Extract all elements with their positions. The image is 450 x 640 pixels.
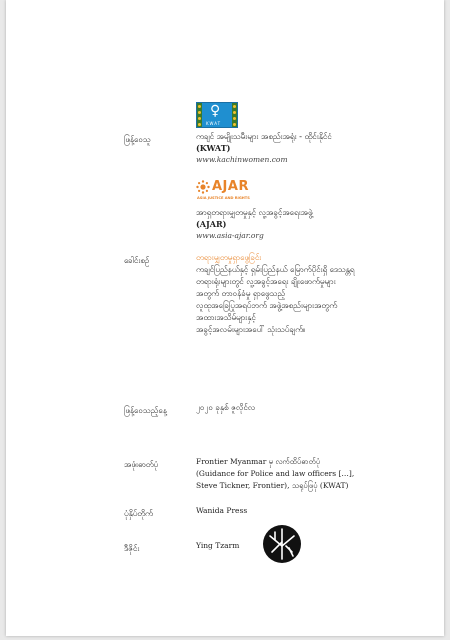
ajar-block — [196, 207, 436, 241]
page — [6, 0, 444, 636]
design-value: Ying Tzarm — [196, 541, 240, 550]
ajar-logo-word: AJAR — [212, 179, 249, 194]
design-block — [196, 540, 436, 552]
cover-line: Frontier Myanmar မှ လက်ထိပ်ဓာတ်ပုံ — [196, 457, 321, 466]
cover-line: (Guidance for Police and law officers […], — [196, 469, 355, 478]
title-line: အထားအသိမ်များနှင့် — [196, 313, 256, 322]
printer-block — [196, 505, 436, 517]
cover-label: အဖုံးဓာတ်ပုံ — [124, 460, 159, 469]
printer-value: Wanida Press — [196, 506, 248, 515]
title-block — [196, 252, 436, 336]
date-value: ၂၀၂၀ ခုနှစ် ဇူလိုင်လ — [196, 403, 256, 412]
date-label: ဖြန့်ဝေသည့်နေ့ — [124, 406, 167, 415]
design-label: ဒီဇိုင်း — [124, 544, 140, 553]
kwat-logo-left-strip — [197, 103, 202, 127]
title-line: အခွင့်အလမ်းများအပေါ် သုံးသပ်ချက်။ — [196, 325, 306, 334]
cover-line: Steve Tickner, Frontier), သရုပ်ဖြပုံ (KWAT) — [196, 481, 349, 490]
title-label: ခေါင်းစဉ် — [124, 256, 150, 265]
kwat-abbr: (KWAT) — [196, 143, 231, 153]
printer-label: ပုံနှိပ်တိုက် — [124, 509, 153, 518]
ajar-name: အာရှတရားမျှတမှုနှင့် လူ့အခွင့်အရေးအဖွဲ့ — [196, 208, 313, 217]
ying-tzarm-logo-icon — [262, 524, 302, 564]
ajar-url: www.asia-ajar.org — [196, 231, 264, 240]
title-line: အတွက် တာဝန်ခံမှု ရှာဖွေသည့် — [196, 289, 286, 298]
ajar-abbr: (AJAR) — [196, 219, 227, 229]
kwat-url: www.kachinwomen.com — [196, 155, 288, 164]
kwat-logo-right-strip — [232, 103, 237, 127]
title-line: တရားရုံးများတွင် လူ့အခွင့်အရေး ချိုးဖောက်မှုများ — [196, 277, 336, 286]
ajar-logo-tagline: ASIA JUSTICE AND RIGHTS — [197, 196, 250, 200]
title-line: ကချင်ပြည်နယ်နှင့် ရှမ်းပြည်နယ် မြောက်ပိုင်းရှိ ဒေသန္တရ — [196, 265, 355, 274]
title-line: လူထုအခြေပြုအရပ်ဘက် အဖွဲ့အစည်းများအတွက် — [196, 301, 338, 310]
sun-icon — [196, 180, 210, 194]
kwat-name: ကချင် အမျိုးသမီးများ အစည်းအရုံး - ထိုင်းနိုင်ငံ — [196, 132, 332, 141]
kwat-block — [196, 131, 436, 165]
date-block — [196, 402, 436, 414]
publisher-label: ဖြန့်ဝေသူ — [124, 135, 151, 144]
kwat-logo-text: KWAT — [206, 121, 222, 126]
cover-block — [196, 456, 436, 492]
venus-icon: ♀ — [210, 103, 221, 119]
title-heading: တရားမျှတမှုရှာဖွေခြင်း — [196, 253, 262, 262]
kwat-logo — [196, 102, 238, 128]
